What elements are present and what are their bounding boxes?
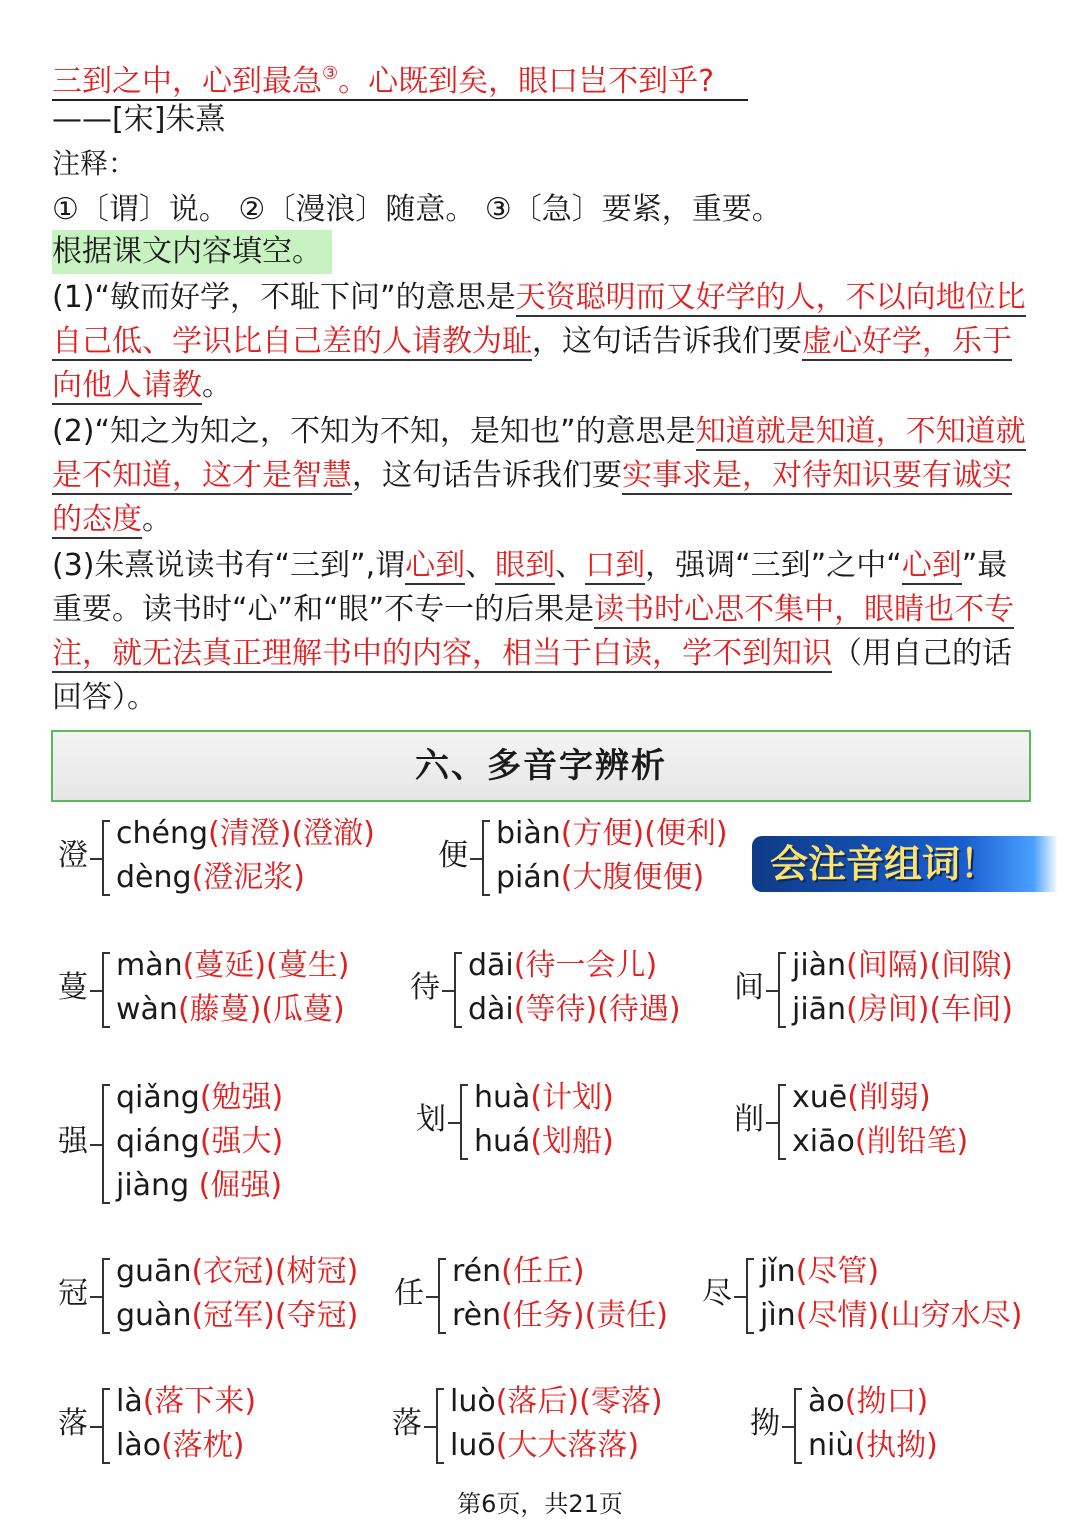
example-words: (待一会儿) [513, 948, 658, 983]
brace-mark [482, 820, 490, 896]
polyphone-char: 蔓 [58, 970, 88, 1005]
pinyin: wàn [116, 992, 178, 1027]
reading-row [116, 944, 349, 988]
reading-row [496, 856, 728, 900]
brace-mark [102, 952, 110, 1028]
pinyin: rén [452, 1254, 502, 1289]
example-words: (勉强) [199, 1080, 284, 1115]
pinyin: xuē [792, 1080, 848, 1115]
reading-row [496, 812, 728, 856]
example-words: (尽管) [795, 1254, 880, 1289]
reading-row [760, 1250, 1023, 1294]
reading-row [116, 1076, 283, 1120]
pinyin: jìn [760, 1298, 796, 1333]
notes-title: 注释： [52, 147, 137, 180]
reading-row [116, 988, 349, 1032]
reading-row [116, 1250, 358, 1294]
pinyin: qiáng [116, 1124, 200, 1159]
brace-mark [460, 1084, 468, 1160]
brace-mark [794, 1388, 802, 1464]
example-words: (尽情)(山穷水尽) [795, 1298, 1023, 1333]
example-words: (藤蔓)(瓜蔓) [177, 992, 345, 1027]
reading-row [452, 1294, 668, 1338]
notes-body: ①〔谓〕说。 ②〔漫浪〕随意。 ③〔急〕要紧，重要。 [52, 192, 782, 227]
example-words: (房间)(车间) [846, 992, 1013, 1027]
quote-author: ——[宋]朱熹 [52, 102, 226, 137]
reading-row [760, 1294, 1023, 1338]
section-heading: 六、多音字辨析 [51, 730, 1031, 802]
polyphone-char: 尽 [702, 1276, 732, 1311]
example-words: (澄泥浆) [191, 860, 305, 895]
task-heading: 根据课文内容填空。 [52, 230, 332, 274]
polyphone-char: 任 [394, 1276, 424, 1311]
brace-mark [778, 952, 786, 1028]
polyphone-char: 削 [734, 1102, 764, 1137]
polyphone-char: 澄 [58, 838, 88, 873]
brace-mark [102, 820, 110, 896]
example-words: (方便)(便利) [560, 816, 728, 851]
reading-row [116, 1380, 256, 1424]
reading-row [116, 1164, 283, 1208]
q3-answer-5: 读书时心思不集中，眼睛也不专注，就无法真正理解书中的内容，相当于白读，学不到知识 [52, 592, 1015, 671]
pinyin: luō [450, 1428, 496, 1463]
polyphone-char: 落 [392, 1406, 422, 1441]
pinyin: pián [496, 860, 561, 895]
pinyin: jiān [792, 992, 847, 1027]
q1-answer-2: 虚心好学，乐于向他人请教 [52, 324, 1012, 403]
reading-row [116, 1424, 256, 1468]
q3-answer-1: 心到 [405, 548, 466, 583]
pinyin: dèng [116, 860, 192, 895]
q2-answer-2: 实事求是，对待知识要有诚实的态度 [52, 458, 1012, 537]
example-words: (拗口) [844, 1384, 929, 1419]
polyphone-char: 划 [416, 1102, 446, 1137]
reading-row [792, 988, 1013, 1032]
question-2: (2)“知之为知之，不知为不知，是知也”的意思是知道就是知道，不知道就是不知道，这才是智慧，这句话告诉我们要实事求是，对待知识要有诚实的态度。 [52, 414, 1026, 537]
pinyin: rèn [452, 1298, 502, 1333]
example-words: (削弱) [847, 1080, 931, 1115]
pinyin: jiàng [116, 1168, 199, 1203]
quote-text: 三到之中，心到最急③。心既到矣，眼口岂不到乎? [52, 64, 748, 101]
brace-mark [454, 952, 462, 1028]
pinyin: biàn [496, 816, 561, 851]
example-words: (大大落落) [495, 1428, 640, 1463]
pinyin: guàn [116, 1298, 192, 1333]
reading-row [808, 1380, 938, 1424]
reading-row [792, 1120, 968, 1164]
reading-row [792, 1076, 968, 1120]
polyphone-char: 冠 [58, 1276, 88, 1311]
reading-row [450, 1424, 663, 1468]
example-words: (强大) [199, 1124, 284, 1159]
note-mark: ③ [322, 63, 339, 84]
pinyin: chéng [116, 816, 209, 851]
brace-mark [746, 1258, 754, 1334]
page-number: 第6页，共21页 [457, 1490, 623, 1518]
pinyin: dāi [468, 948, 514, 983]
polyphone-char: 便 [438, 838, 468, 873]
example-words: (任务)(责任) [501, 1298, 668, 1333]
reading-row [116, 856, 375, 900]
reading-row [808, 1424, 938, 1468]
pinyin: ào [808, 1384, 845, 1419]
q3-answer-2: 眼到 [495, 548, 556, 583]
polyphone-char: 拗 [750, 1406, 780, 1441]
example-words: (执拗) [854, 1428, 938, 1463]
question-3: (3)朱熹说读书有“三到”,谓心到、眼到、口到，强调“三到”之中“心到”最重要。读书时“心”和“眼”不专一的后果是读书时心思不集中，眼睛也不专注，就无法真正理解书中的内容，相当于白读，学不到知识（用自己的话回答）。 [52, 548, 1015, 715]
reading-row [116, 1120, 283, 1164]
pinyin: jǐn [760, 1254, 796, 1289]
example-words: (倔强) [198, 1168, 283, 1203]
polyphone-char: 落 [58, 1406, 88, 1441]
example-words: (落下来) [142, 1384, 257, 1419]
reading-row [474, 1120, 614, 1164]
example-words: (蔓延)(蔓生) [182, 948, 350, 983]
reading-row [792, 944, 1013, 988]
reading-row [468, 988, 681, 1032]
polyphone-char: 待 [410, 970, 440, 1005]
example-words: (大腹便便) [560, 860, 705, 895]
q3-answer-4: 心到 [901, 548, 962, 583]
example-words: (落枕) [161, 1428, 245, 1463]
q1-answer-1: 天资聪明而又好学的人，不以向地位比自己低、学识比自己差的人请教为耻 [52, 280, 1026, 359]
pinyin: là [116, 1384, 143, 1419]
question-1: (1)“敏而好学，不耻下问”的意思是天资聪明而又好学的人，不以向地位比自己低、学识比自己差的人请教为耻，这句话告诉我们要虚心好学，乐于向他人请教。 [52, 280, 1026, 403]
pinyin: guān [116, 1254, 192, 1289]
pinyin: dài [468, 992, 514, 1027]
polyphone-char: 强 [58, 1124, 88, 1159]
example-words: (任丘) [501, 1254, 585, 1289]
reading-row [450, 1380, 663, 1424]
pinyin: niù [808, 1428, 855, 1463]
brace-mark [778, 1084, 786, 1160]
example-words: (清澄)(澄澈) [208, 816, 375, 851]
pinyin: qiǎng [116, 1080, 200, 1115]
polyphone-char: 间 [734, 970, 764, 1005]
pinyin: jiàn [792, 948, 847, 983]
pinyin: lào [116, 1428, 162, 1463]
q3-answer-3: 口到 [585, 548, 646, 583]
reading-row [116, 1294, 358, 1338]
reading-row [474, 1076, 614, 1120]
example-words: (划船) [530, 1124, 614, 1159]
pinyin: huá [474, 1124, 531, 1159]
reading-row [452, 1250, 668, 1294]
example-words: (间隔)(间隙) [846, 948, 1013, 983]
pinyin: luò [450, 1384, 496, 1419]
badge-label: 会注音组词！ [752, 836, 1058, 892]
brace-mark [102, 1258, 110, 1334]
example-words: (落后)(零落) [495, 1384, 663, 1419]
reading-row [468, 944, 681, 988]
brace-mark [102, 1388, 110, 1464]
brace-mark [438, 1258, 446, 1334]
brace-mark [436, 1388, 444, 1464]
quote-line [52, 52, 1032, 104]
pinyin: huà [474, 1080, 531, 1115]
brace-mark [102, 1084, 110, 1204]
example-words: (削铅笔) [854, 1124, 969, 1159]
reading-row [116, 812, 375, 856]
pinyin: màn [116, 948, 183, 983]
example-words: (等待)(待遇) [513, 992, 681, 1027]
example-words: (冠军)(夺冠) [191, 1298, 359, 1333]
example-words: (计划) [530, 1080, 614, 1115]
example-words: (衣冠)(树冠) [191, 1254, 359, 1289]
pinyin: xiāo [792, 1124, 855, 1159]
q2-answer-1: 知道就是知道，不知道就是不知道，这才是智慧 [52, 414, 1026, 493]
